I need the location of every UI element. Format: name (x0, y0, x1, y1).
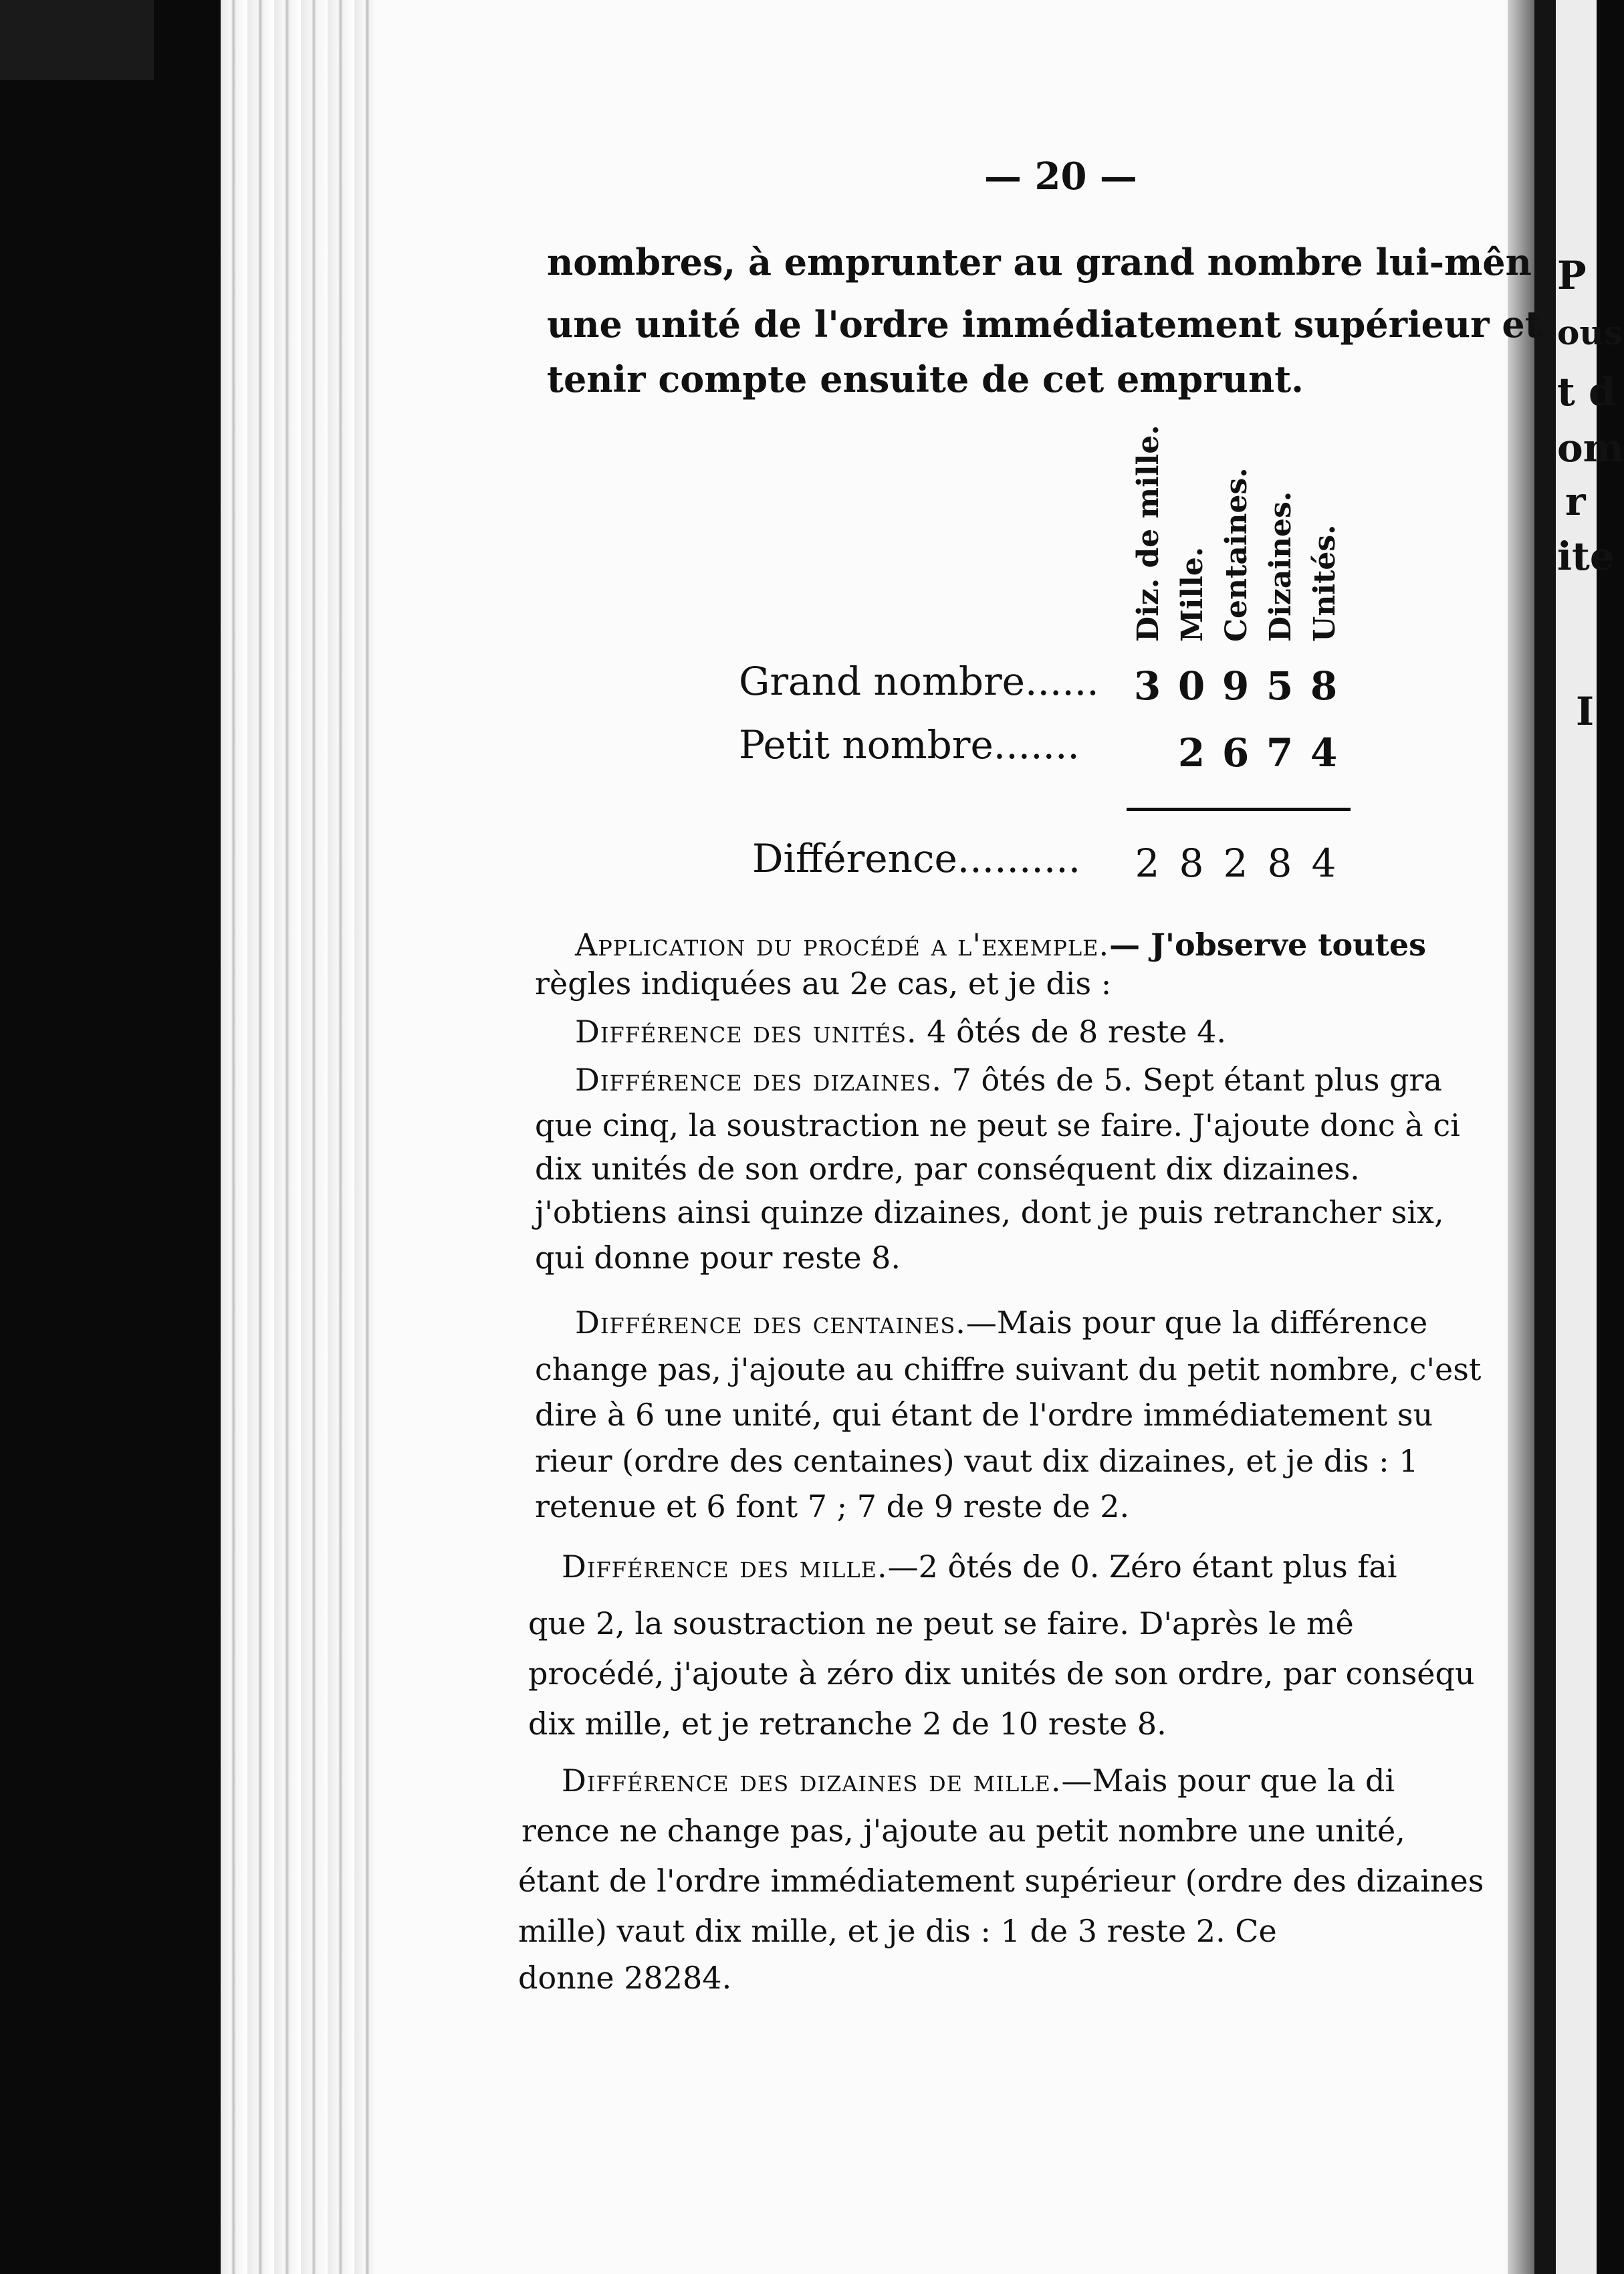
digit: 6 (1222, 730, 1250, 776)
paragraph-text: 7 ôtés de 5. Sept étant plus gra (941, 1062, 1442, 1098)
adjacent-page-fragment (1556, 0, 1624, 2274)
paragraph-line: que 2, la soustraction ne peut se faire. D'après le mê (528, 1605, 1354, 1641)
paragraph-text: —Mais pour que la di (1061, 1763, 1395, 1799)
paragraph-text: — J'observe toutes (1109, 927, 1427, 963)
row-label-grand-nombre: Grand nombre...... (739, 659, 1099, 704)
adjacent-text: ite (1557, 534, 1615, 579)
text-line: une unité de l'ordre immédiatement supérieur et (547, 303, 1542, 346)
paragraph-text: —Mais pour que la différence (965, 1304, 1428, 1341)
paragraph-heading: Différence des unités. (575, 1014, 917, 1050)
paragraph-line: étant de l'ordre immédiatement supérieur (ordre des dizaines (518, 1863, 1484, 1899)
page-number: — 20 — (984, 154, 1137, 199)
digit: 8 (1267, 840, 1292, 886)
paragraph-line (562, 1549, 1397, 1585)
digit: 2 (1135, 840, 1160, 886)
paragraph-line: j'obtiens ainsi quinze dizaines, dont je puis retrancher six, (535, 1194, 1444, 1230)
paragraph-text: 4 ôtés de 8 reste 4. (917, 1014, 1226, 1050)
paragraph-line: dix mille, et je retranche 2 de 10 reste 8. (528, 1706, 1167, 1742)
paragraph-line (575, 1304, 1428, 1341)
paragraph-heading: Différence des centaines. (575, 1304, 966, 1341)
paragraph-heading: Différence des dizaines. (575, 1062, 942, 1098)
digit: 4 (1310, 730, 1338, 776)
paragraph-line: rieur (ordre des centaines) vaut dix dizaines, et je dis : 1 (535, 1443, 1419, 1479)
paragraph-line: qui donne pour reste 8. (535, 1240, 901, 1276)
column-header-dizaines-de-mille: Diz. de mille. (1131, 425, 1165, 642)
adjacent-text: P (1557, 253, 1587, 298)
paragraph-line (562, 1763, 1395, 1799)
adjacent-text: t d (1557, 369, 1616, 415)
row-label-petit-nombre: Petit nombre....... (739, 722, 1080, 768)
digit: 2 (1223, 840, 1248, 886)
digit: 5 (1266, 663, 1294, 709)
paragraph-line: procédé, j'ajoute à zéro dix unités de son ordre, par conséqu (528, 1656, 1475, 1692)
adjacent-text: om (1557, 425, 1624, 471)
paragraph-heading: Différence des mille. (562, 1549, 888, 1585)
digit: 2 (1177, 730, 1205, 776)
column-header-dizaines: Dizaines. (1264, 491, 1298, 642)
row-label-difference: Différence.......... (752, 836, 1081, 881)
digit: 7 (1266, 730, 1294, 776)
paragraph-text: —2 ôtés de 0. Zéro étant plus fai (887, 1549, 1397, 1585)
paragraph-line: change pas, j'ajoute au chiffre suivant du petit nombre, c'est (535, 1351, 1482, 1387)
subtraction-rule (1127, 808, 1351, 811)
paragraph-heading: Application du procédé a l'exemple. (575, 927, 1110, 963)
book-page-edges (221, 0, 374, 2274)
digit: 3 (1133, 663, 1161, 709)
paragraph-line: règles indiquées au 2e cas, et je dis : (535, 965, 1112, 1002)
paragraph-line (575, 1062, 1442, 1098)
digit: 4 (1311, 840, 1337, 886)
column-header-unites: Unités. (1308, 524, 1342, 642)
paragraph-heading: Différence des dizaines de mille. (562, 1763, 1062, 1799)
text-line: nombres, à emprunter au grand nombre lui-mên (547, 241, 1532, 283)
digit: 8 (1179, 840, 1204, 886)
column-header-centaines: Centaines. (1220, 467, 1254, 642)
paragraph-line: rence ne change pas, j'ajoute au petit nombre une unité, (521, 1813, 1405, 1849)
adjacent-text: I (1576, 689, 1595, 734)
paragraph-line (575, 1014, 1226, 1050)
paragraph-line (575, 927, 1427, 963)
text-line: tenir compte ensuite de cet emprunt. (547, 358, 1304, 401)
paragraph-line: mille) vaut dix mille, et je dis : 1 de 3 reste 2. Ce (518, 1913, 1277, 1949)
adjacent-text: r (1565, 479, 1586, 524)
paragraph-line: dire à 6 une unité, qui étant de l'ordre immédiatement su (535, 1397, 1433, 1433)
paragraph-line: dix unités de son ordre, par conséquent dix dizaines. (535, 1151, 1360, 1187)
digit: 0 (1177, 663, 1205, 709)
paragraph-line: que cinq, la soustraction ne peut se faire. J'ajoute donc à ci (535, 1107, 1460, 1143)
adjacent-text: ous (1557, 313, 1623, 352)
digit: 9 (1222, 663, 1250, 709)
paragraph-line: donne 28284. (518, 1960, 732, 1996)
paragraph-line: retenue et 6 font 7 ; 7 de 9 reste de 2. (535, 1488, 1130, 1524)
column-header-mille: Mille. (1175, 546, 1209, 642)
digit: 8 (1310, 663, 1338, 709)
scan-border (0, 0, 154, 80)
